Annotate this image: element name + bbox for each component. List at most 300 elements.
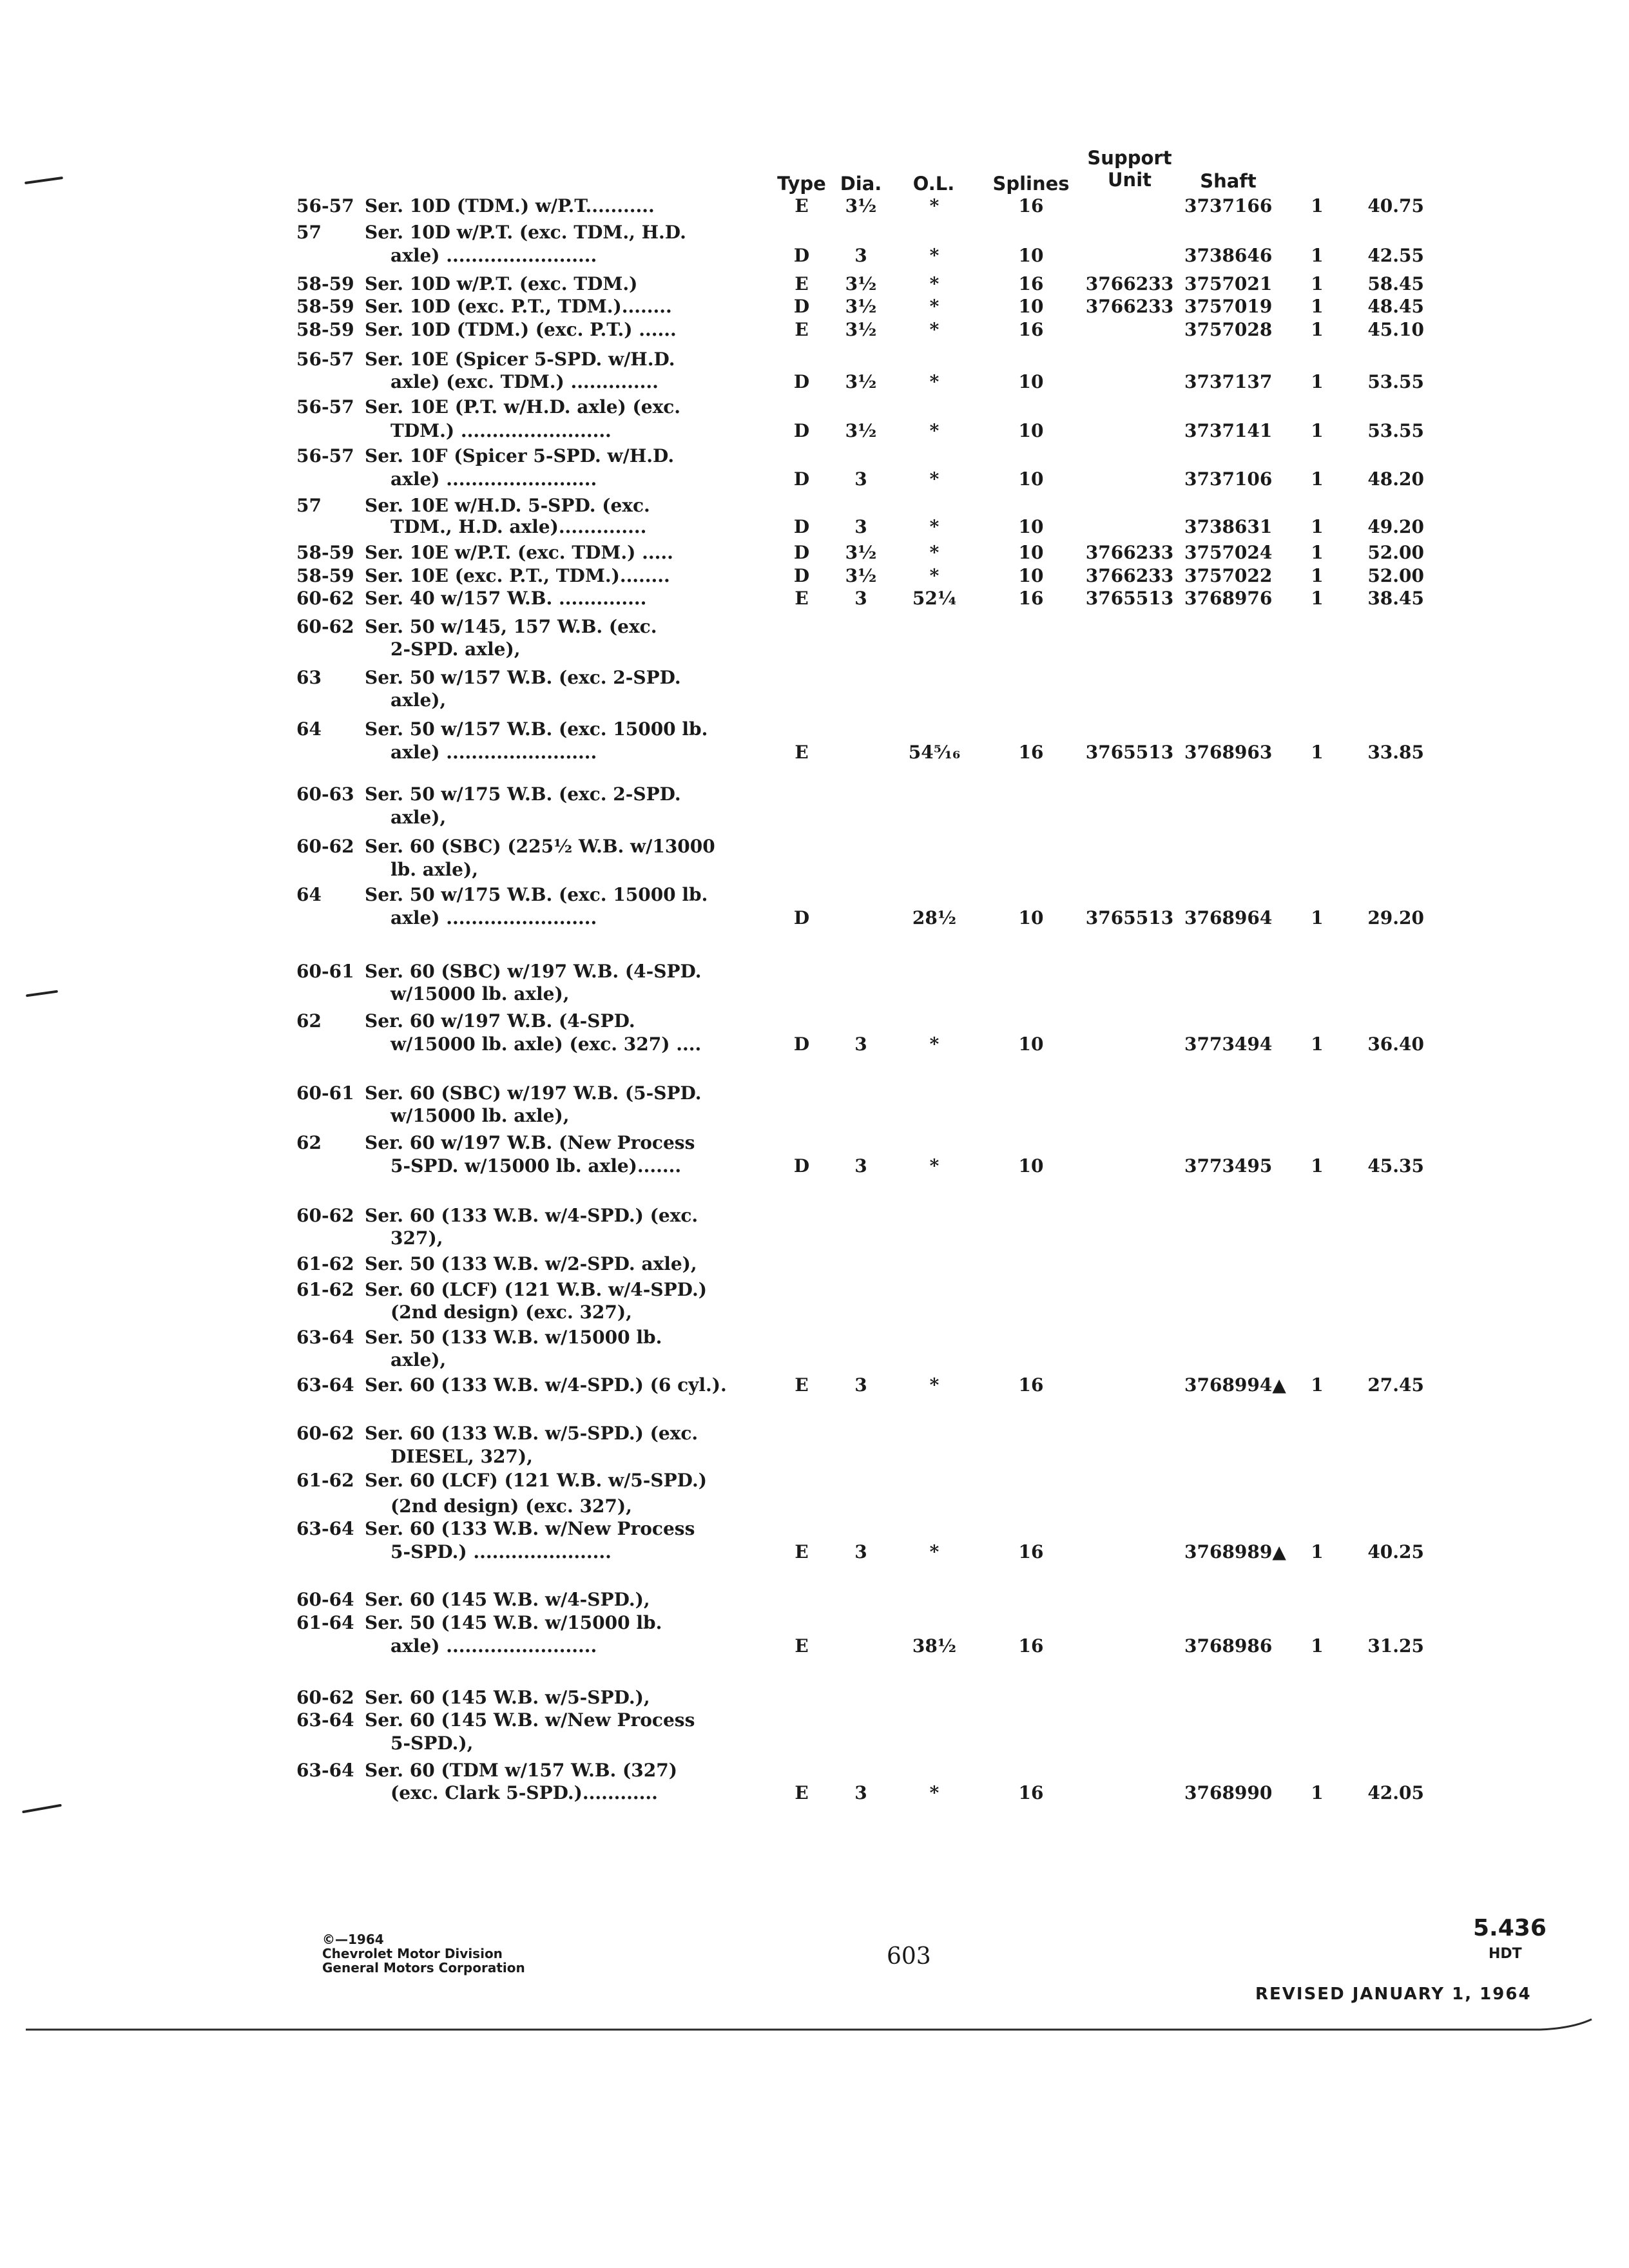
quantity-cell: 1 xyxy=(1311,588,1324,609)
quantity-cell: 1 xyxy=(1311,245,1324,266)
description: lb. axle), xyxy=(390,859,478,880)
shaft-part-cell: 3768989▲ xyxy=(1184,1541,1286,1562)
diameter-cell: 3 xyxy=(854,1033,867,1055)
diameter-cell: 3 xyxy=(854,516,867,537)
table-row xyxy=(0,419,1629,443)
type-cell: E xyxy=(795,1782,809,1803)
splines-cell: 16 xyxy=(1018,195,1044,216)
type-cell: D xyxy=(793,1033,810,1055)
model-years: 60-64 xyxy=(296,1589,354,1610)
shaft-part-cell: 3738631 xyxy=(1184,516,1273,537)
support-unit-cell: 3765513 xyxy=(1085,588,1174,609)
table-row xyxy=(0,1588,1629,1611)
model-years: 63-64 xyxy=(296,1374,354,1396)
table-row xyxy=(0,1131,1629,1155)
description: w/15000 lb. axle) (exc. 327) .... xyxy=(390,1033,702,1055)
description: 2-SPD. axle), xyxy=(390,639,521,660)
model-years: 63 xyxy=(296,667,322,688)
support-unit-cell: 3766233 xyxy=(1085,273,1174,294)
support-unit-cell: 3765513 xyxy=(1085,907,1174,928)
table-row xyxy=(0,1082,1629,1105)
description: w/15000 lb. axle), xyxy=(390,983,570,1004)
table-row xyxy=(0,835,1629,858)
support-unit-cell: 3765513 xyxy=(1085,742,1174,763)
description: Ser. 10E (exc. P.T., TDM.)........ xyxy=(365,565,670,586)
table-row xyxy=(0,960,1629,983)
type-cell: E xyxy=(795,319,809,340)
shaft-part-cell: 3757019 xyxy=(1184,296,1273,317)
description: TDM., H.D. axle).............. xyxy=(390,516,647,537)
table-row xyxy=(0,689,1629,712)
table-row xyxy=(0,295,1629,318)
table-row xyxy=(0,1010,1629,1033)
model-years: 58-59 xyxy=(296,565,354,586)
overall-length-cell: 52¼ xyxy=(912,588,957,609)
table-row xyxy=(0,515,1629,539)
description: Ser. 10E w/H.D. 5-SPD. (exc. xyxy=(365,495,650,516)
page-number: 603 xyxy=(887,1943,931,1970)
model-years: 61-64 xyxy=(296,1612,354,1633)
table-row xyxy=(0,718,1629,741)
model-years: 64 xyxy=(296,884,322,905)
description: Ser. 10D w/P.T. (exc. TDM., H.D. xyxy=(365,222,686,243)
diameter-cell: 3½ xyxy=(845,195,877,216)
overall-length-cell: * xyxy=(929,245,940,266)
shaft-part-cell: 3768986 xyxy=(1184,1635,1273,1657)
overall-length-cell: * xyxy=(929,296,940,317)
price-cell: 48.20 xyxy=(1367,468,1424,490)
table-row xyxy=(0,468,1629,491)
description: (exc. Clark 5-SPD.)............ xyxy=(390,1782,658,1803)
description: Ser. 10E (P.T. w/H.D. axle) (exc. xyxy=(365,396,681,418)
shaft-part-cell: 3737106 xyxy=(1184,468,1273,490)
shaft-part-cell: 3757021 xyxy=(1184,273,1273,294)
diameter-cell: 3 xyxy=(854,1541,867,1562)
header-support-unit: Support Unit xyxy=(1087,147,1172,191)
description: axle) ........................ xyxy=(390,1635,597,1657)
model-years: 63-64 xyxy=(296,1327,354,1348)
splines-cell: 16 xyxy=(1018,319,1044,340)
shaft-part-cell: 3738646 xyxy=(1184,245,1273,266)
quantity-cell: 1 xyxy=(1311,468,1324,490)
section-number: 5.436 xyxy=(1473,1915,1547,1941)
model-years: 56-57 xyxy=(296,195,354,216)
shaft-part-cell: 3768976 xyxy=(1184,588,1273,609)
model-years: 61-62 xyxy=(296,1279,354,1300)
price-cell: 27.45 xyxy=(1367,1374,1424,1396)
division-name: Chevrolet Motor Division xyxy=(322,1946,503,1961)
quantity-cell: 1 xyxy=(1311,273,1324,294)
table-row xyxy=(0,445,1629,468)
quantity-cell: 1 xyxy=(1311,1155,1324,1177)
table-row xyxy=(0,1635,1629,1658)
quantity-cell: 1 xyxy=(1311,420,1324,441)
price-cell: 31.25 xyxy=(1367,1635,1424,1657)
shaft-part-cell: 3737141 xyxy=(1184,420,1273,441)
description: Ser. 10D (TDM.) (exc. P.T.) ...... xyxy=(365,319,677,340)
splines-cell: 16 xyxy=(1018,1782,1044,1803)
model-years: 60-61 xyxy=(296,961,354,982)
quantity-cell: 1 xyxy=(1311,1374,1324,1396)
description: axle) (exc. TDM.) .............. xyxy=(390,371,659,392)
table-row xyxy=(0,1155,1629,1178)
quantity-cell: 1 xyxy=(1311,371,1324,392)
splines-cell: 10 xyxy=(1018,542,1044,563)
description: Ser. 50 (133 W.B. w/15000 lb. xyxy=(365,1327,662,1348)
price-cell: 45.35 xyxy=(1367,1155,1424,1177)
header-ol: O.L. xyxy=(912,173,955,195)
description: axle) ........................ xyxy=(390,907,597,928)
splines-cell: 16 xyxy=(1018,1635,1044,1657)
overall-length-cell: * xyxy=(929,542,940,563)
type-cell: D xyxy=(793,468,810,490)
description: Ser. 50 w/157 W.B. (exc. 2-SPD. xyxy=(365,667,681,688)
splines-cell: 16 xyxy=(1018,1541,1044,1562)
shaft-part-cell: 3757028 xyxy=(1184,319,1273,340)
overall-length-cell: * xyxy=(929,319,940,340)
description: TDM.) ........................ xyxy=(390,420,612,441)
table-row xyxy=(0,1422,1629,1445)
table-row xyxy=(0,907,1629,930)
model-years: 56-57 xyxy=(296,349,354,370)
table-row xyxy=(0,783,1629,806)
table-row xyxy=(0,1374,1629,1397)
quantity-cell: 1 xyxy=(1311,516,1324,537)
table-row xyxy=(0,587,1629,610)
shaft-part-cell: 3768994▲ xyxy=(1184,1374,1286,1396)
type-cell: E xyxy=(795,1374,809,1396)
model-years: 63-64 xyxy=(296,1760,354,1781)
splines-cell: 10 xyxy=(1018,468,1044,490)
header-shaft: Shaft xyxy=(1200,170,1257,192)
overall-length-cell: * xyxy=(929,468,940,490)
table-row xyxy=(0,221,1629,244)
type-cell: E xyxy=(795,273,809,294)
splines-cell: 16 xyxy=(1018,1374,1044,1396)
model-years: 60-62 xyxy=(296,1423,354,1444)
model-years: 60-62 xyxy=(296,836,354,857)
description: Ser. 50 w/175 W.B. (exc. 15000 lb. xyxy=(365,884,708,905)
support-unit-cell: 3766233 xyxy=(1085,565,1174,586)
table-row xyxy=(0,1686,1629,1709)
price-cell: 40.75 xyxy=(1367,195,1424,216)
diameter-cell: 3 xyxy=(854,245,867,266)
margin-mark-3 xyxy=(22,1804,62,1814)
splines-cell: 10 xyxy=(1018,371,1044,392)
splines-cell: 16 xyxy=(1018,742,1044,763)
model-years: 58-59 xyxy=(296,542,354,563)
overall-length-cell: * xyxy=(929,195,940,216)
table-row xyxy=(0,1278,1629,1302)
table-row xyxy=(0,1469,1629,1492)
description: Ser. 10D (TDM.) w/P.T........... xyxy=(365,195,655,216)
shaft-part-cell: 3768990 xyxy=(1184,1782,1273,1803)
table-row xyxy=(0,1349,1629,1372)
description: axle) ........................ xyxy=(390,468,597,490)
price-cell: 40.25 xyxy=(1367,1541,1424,1562)
diameter-cell: 3½ xyxy=(845,565,877,586)
quantity-cell: 1 xyxy=(1311,742,1324,763)
diameter-cell: 3½ xyxy=(845,319,877,340)
table-row xyxy=(0,1445,1629,1468)
splines-cell: 10 xyxy=(1018,516,1044,537)
table-row xyxy=(0,615,1629,639)
table-row xyxy=(0,741,1629,764)
quantity-cell: 1 xyxy=(1311,195,1324,216)
shaft-part-cell: 3773495 xyxy=(1184,1155,1273,1177)
description: Ser. 10F (Spicer 5-SPD. w/H.D. xyxy=(365,445,675,466)
price-cell: 33.85 xyxy=(1367,742,1424,763)
support-unit-cell: 3766233 xyxy=(1085,542,1174,563)
quantity-cell: 1 xyxy=(1311,1782,1324,1803)
table-row xyxy=(0,195,1629,218)
table-row xyxy=(0,1326,1629,1349)
price-cell: 36.40 xyxy=(1367,1033,1424,1055)
description: axle) ........................ xyxy=(390,245,597,266)
overall-length-cell: 38½ xyxy=(912,1635,957,1657)
model-years: 62 xyxy=(296,1132,322,1153)
description: Ser. 50 w/175 W.B. (exc. 2-SPD. xyxy=(365,783,681,805)
description: 5-SPD.) ...................... xyxy=(390,1541,612,1562)
description: Ser. 60 (145 W.B. w/New Process xyxy=(365,1709,695,1731)
table-row xyxy=(0,1104,1629,1128)
diameter-cell: 3½ xyxy=(845,371,877,392)
description: Ser. 50 (145 W.B. w/15000 lb. xyxy=(365,1612,662,1633)
type-cell: D xyxy=(793,542,810,563)
overall-length-cell: * xyxy=(929,1374,940,1396)
price-cell: 45.10 xyxy=(1367,319,1424,340)
overall-length-cell: * xyxy=(929,1033,940,1055)
model-years: 64 xyxy=(296,718,322,740)
splines-cell: 10 xyxy=(1018,907,1044,928)
description: axle), xyxy=(390,1349,447,1370)
overall-length-cell: * xyxy=(929,1541,940,1562)
description: Ser. 60 (133 W.B. w/5-SPD.) (exc. xyxy=(365,1423,699,1444)
shaft-part-cell: 3768964 xyxy=(1184,907,1273,928)
diameter-cell: 3 xyxy=(854,588,867,609)
price-cell: 58.45 xyxy=(1367,273,1424,294)
description: 5-SPD. w/15000 lb. axle)....... xyxy=(390,1155,682,1177)
quantity-cell: 1 xyxy=(1311,319,1324,340)
model-years: 60-62 xyxy=(296,1687,354,1708)
type-cell: D xyxy=(793,371,810,392)
type-cell: D xyxy=(793,296,810,317)
header-type: Type xyxy=(777,173,826,195)
header-splines: Splines xyxy=(992,173,1070,195)
description: 5-SPD.), xyxy=(390,1733,474,1754)
diameter-cell: 3½ xyxy=(845,420,877,441)
price-cell: 52.00 xyxy=(1367,542,1424,563)
diameter-cell: 3 xyxy=(854,1155,867,1177)
table-row xyxy=(0,1732,1629,1755)
table-row xyxy=(0,1541,1629,1564)
overall-length-cell: * xyxy=(929,1155,940,1177)
table-row xyxy=(0,1759,1629,1782)
description: Ser. 50 w/145, 157 W.B. (exc. xyxy=(365,616,657,637)
corporation-name: General Motors Corporation xyxy=(322,1960,525,1975)
price-cell: 48.45 xyxy=(1367,296,1424,317)
overall-length-cell: 54⁵⁄₁₆ xyxy=(908,742,961,763)
shaft-part-cell: 3737137 xyxy=(1184,371,1273,392)
diameter-cell: 3½ xyxy=(845,542,877,563)
price-cell: 29.20 xyxy=(1367,907,1424,928)
table-row xyxy=(0,1253,1629,1276)
description: Ser. 60 (LCF) (121 W.B. w/4-SPD.) xyxy=(365,1279,707,1300)
description: Ser. 40 w/157 W.B. .............. xyxy=(365,588,647,609)
description: Ser. 60 (133 W.B. w/4-SPD.) (6 cyl.). xyxy=(365,1374,727,1396)
description: w/15000 lb. axle), xyxy=(390,1105,570,1126)
overall-length-cell: * xyxy=(929,371,940,392)
description: Ser. 10D w/P.T. (exc. TDM.) xyxy=(365,273,638,294)
model-years: 56-57 xyxy=(296,445,354,466)
table-row xyxy=(0,1709,1629,1732)
price-cell: 42.05 xyxy=(1367,1782,1424,1803)
price-cell: 52.00 xyxy=(1367,565,1424,586)
description: axle), xyxy=(390,689,447,711)
splines-cell: 16 xyxy=(1018,588,1044,609)
type-cell: E xyxy=(795,742,809,763)
price-cell: 38.45 xyxy=(1367,588,1424,609)
table-row xyxy=(0,1204,1629,1227)
model-years: 58-59 xyxy=(296,273,354,294)
table-row xyxy=(0,564,1629,588)
description: axle) ........................ xyxy=(390,742,597,763)
type-cell: E xyxy=(795,195,809,216)
diameter-cell: 3 xyxy=(854,468,867,490)
model-years: 60-62 xyxy=(296,1205,354,1226)
model-years: 63-64 xyxy=(296,1518,354,1539)
type-cell: E xyxy=(795,588,809,609)
diameter-cell: 3½ xyxy=(845,296,877,317)
table-row xyxy=(0,1033,1629,1056)
price-cell: 42.55 xyxy=(1367,245,1424,266)
table-row xyxy=(0,318,1629,341)
overall-length-cell: * xyxy=(929,565,940,586)
table-row xyxy=(0,666,1629,689)
description: 327), xyxy=(390,1227,443,1249)
overall-length-cell: 28½ xyxy=(912,907,957,928)
shaft-part-cell: 3737166 xyxy=(1184,195,1273,216)
description: Ser. 60 (133 W.B. w/4-SPD.) (exc. xyxy=(365,1205,699,1226)
splines-cell: 10 xyxy=(1018,1155,1044,1177)
model-years: 57 xyxy=(296,222,322,243)
shaft-part-cell: 3757024 xyxy=(1184,542,1273,563)
margin-mark-1 xyxy=(24,177,63,184)
description: Ser. 60 (SBC) w/197 W.B. (4-SPD. xyxy=(365,961,702,982)
splines-cell: 10 xyxy=(1018,296,1044,317)
diameter-cell: 3 xyxy=(854,1782,867,1803)
model-years: 60-63 xyxy=(296,783,354,805)
quantity-cell: 1 xyxy=(1311,907,1324,928)
overall-length-cell: * xyxy=(929,1782,940,1803)
type-cell: D xyxy=(793,420,810,441)
description: (2nd design) (exc. 327), xyxy=(390,1495,632,1517)
splines-cell: 10 xyxy=(1018,420,1044,441)
section-code: HDT xyxy=(1489,1946,1522,1962)
quantity-cell: 1 xyxy=(1311,565,1324,586)
table-row xyxy=(0,1517,1629,1541)
model-years: 58-59 xyxy=(296,319,354,340)
model-years: 57 xyxy=(296,495,322,516)
description: Ser. 60 (145 W.B. w/5-SPD.), xyxy=(365,1687,650,1708)
splines-cell: 10 xyxy=(1018,1033,1044,1055)
type-cell: D xyxy=(793,1155,810,1177)
table-row xyxy=(0,1227,1629,1250)
support-unit-cell: 3766233 xyxy=(1085,296,1174,317)
table-row xyxy=(0,541,1629,564)
price-cell: 49.20 xyxy=(1367,516,1424,537)
description: Ser. 60 (145 W.B. w/4-SPD.), xyxy=(365,1589,650,1610)
description: (2nd design) (exc. 327), xyxy=(390,1302,632,1323)
price-cell: 53.55 xyxy=(1367,420,1424,441)
table-row xyxy=(0,638,1629,661)
description: Ser. 60 w/197 W.B. (New Process xyxy=(365,1132,695,1153)
description: Ser. 60 (133 W.B. w/New Process xyxy=(365,1518,695,1539)
quantity-cell: 1 xyxy=(1311,1033,1324,1055)
description: Ser. 50 (133 W.B. w/2-SPD. axle), xyxy=(365,1253,697,1274)
overall-length-cell: * xyxy=(929,273,940,294)
diameter-cell: 3½ xyxy=(845,273,877,294)
quantity-cell: 1 xyxy=(1311,1541,1324,1562)
revised-date: REVISED JANUARY 1, 1964 xyxy=(1255,1984,1532,2004)
quantity-cell: 1 xyxy=(1311,1635,1324,1657)
table-row xyxy=(0,883,1629,907)
diameter-cell: 3 xyxy=(854,1374,867,1396)
type-cell: E xyxy=(795,1541,809,1562)
table-row xyxy=(0,858,1629,881)
model-years: 61-62 xyxy=(296,1470,354,1491)
table-row xyxy=(0,348,1629,371)
quantity-cell: 1 xyxy=(1311,542,1324,563)
description: DIESEL, 327), xyxy=(390,1446,533,1467)
table-row xyxy=(0,806,1629,829)
table-row xyxy=(0,983,1629,1006)
description: Ser. 10E (Spicer 5-SPD. w/H.D. xyxy=(365,349,675,370)
model-years: 60-62 xyxy=(296,588,354,609)
shaft-part-cell: 3757022 xyxy=(1184,565,1273,586)
overall-length-cell: * xyxy=(929,516,940,537)
model-years: 60-62 xyxy=(296,616,354,637)
table-row xyxy=(0,370,1629,394)
splines-cell: 10 xyxy=(1018,245,1044,266)
table-row xyxy=(0,273,1629,296)
shaft-part-cell: 3773494 xyxy=(1184,1033,1273,1055)
shaft-part-cell: 3768963 xyxy=(1184,742,1273,763)
table-row xyxy=(0,1495,1629,1518)
table-row xyxy=(0,494,1629,517)
type-cell: D xyxy=(793,245,810,266)
overall-length-cell: * xyxy=(929,420,940,441)
model-years: 61-62 xyxy=(296,1253,354,1274)
page-bottom-rule xyxy=(0,2010,1629,2036)
splines-cell: 16 xyxy=(1018,273,1044,294)
model-years: 62 xyxy=(296,1010,322,1032)
description: Ser. 60 w/197 W.B. (4-SPD. xyxy=(365,1010,635,1032)
type-cell: D xyxy=(793,907,810,928)
description: Ser. 10D (exc. P.T., TDM.)........ xyxy=(365,296,672,317)
table-row xyxy=(0,396,1629,419)
table-row xyxy=(0,1301,1629,1324)
type-cell: D xyxy=(793,565,810,586)
quantity-cell: 1 xyxy=(1311,296,1324,317)
copyright: ©—1964 xyxy=(322,1932,384,1947)
description: Ser. 60 (SBC) w/197 W.B. (5-SPD. xyxy=(365,1082,702,1104)
price-cell: 53.55 xyxy=(1367,371,1424,392)
table-row xyxy=(0,1782,1629,1805)
model-years: 60-61 xyxy=(296,1082,354,1104)
type-cell: E xyxy=(795,1635,809,1657)
description: Ser. 60 (LCF) (121 W.B. w/5-SPD.) xyxy=(365,1470,707,1491)
